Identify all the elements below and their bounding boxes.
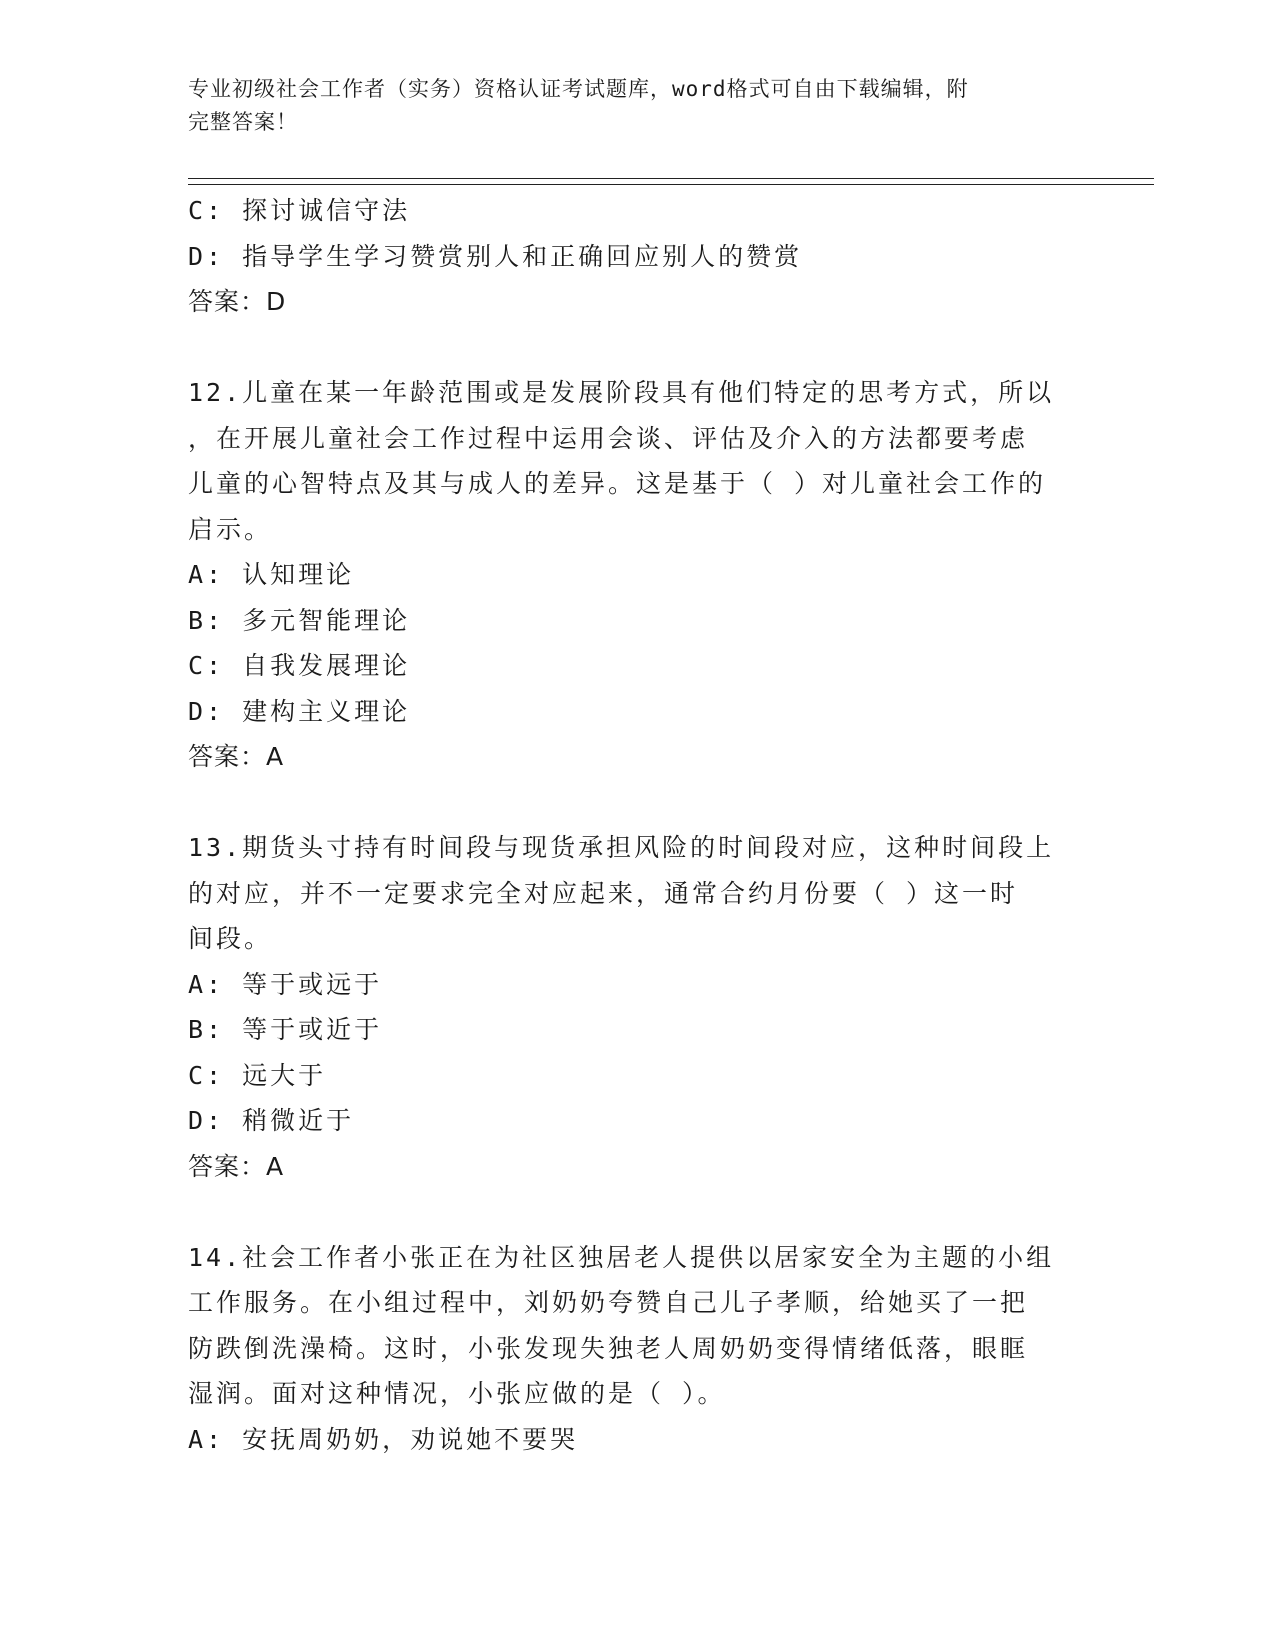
header-line-1: 专业初级社会工作者（实务）资格认证考试题库，word格式可自由下载编辑，附 (188, 77, 969, 101)
option-c: C: 远大于 (188, 1060, 327, 1090)
question-text-line: 儿童的心智特点及其与成人的差异。这是基于（ ）对儿童社会工作的 (188, 469, 1047, 498)
question-text-line: 14.社会工作者小张正在为社区独居老人提供以居家安全为主题的小组 (188, 1242, 1055, 1272)
question-text-line: 的对应，并不一定要求完全对应起来，通常合约月份要（ ）这一时 (188, 878, 1019, 908)
option-d: D: 指导学生学习赞赏别人和正确回应别人的赞赏 (188, 241, 803, 271)
question-12 (188, 370, 1068, 780)
option-c: C: 自我发展理论 (188, 651, 411, 680)
option-c: C: 探讨诚信守法 (188, 196, 411, 225)
question-text-line: 间段。 (188, 924, 273, 953)
question-text-line: 防跌倒洗澡椅。这时，小张发现失独老人周奶奶变得情绪低落，眼眶 (188, 1333, 1029, 1363)
question-text-line: 13.期货头寸持有时间段与现货承担风险的时间段对应，这种时间段上 (188, 833, 1055, 862)
document-header (188, 73, 1088, 139)
header-line-2: 完整答案！ (188, 110, 298, 134)
header-divider-bottom (188, 184, 1154, 185)
option-b: B: 多元智能理论 (188, 605, 411, 635)
question-text-line: 启示。 (188, 514, 273, 544)
answer-line: 答案：D (188, 287, 287, 316)
option-b: B: 等于或近于 (188, 1015, 383, 1044)
answer-line: 答案：A (188, 742, 285, 771)
header-divider-top (188, 178, 1154, 179)
question-11-tail (188, 188, 1068, 325)
spacer (188, 1189, 1068, 1235)
question-text-line: 工作服务。在小组过程中，刘奶奶夸赞自己儿子孝顺，给她买了一把 (188, 1288, 1029, 1317)
option-d: D: 建构主义理论 (188, 696, 411, 726)
option-a: A: 安抚周奶奶，劝说她不要哭 (188, 1424, 579, 1454)
option-d: D: 稍微近于 (188, 1106, 355, 1135)
option-a: A: 等于或远于 (188, 969, 383, 999)
answer-line: 答案：A (188, 1151, 285, 1181)
question-text-line: ，在开展儿童社会工作过程中运用会谈、评估及介入的方法都要考虑 (188, 423, 1029, 453)
spacer (188, 780, 1068, 826)
option-a: A: 认知理论 (188, 560, 355, 589)
question-text-line: 12.儿童在某一年龄范围或是发展阶段具有他们特定的思考方式，所以 (188, 378, 1055, 407)
question-text-line: 湿润。面对这种情况，小张应做的是（ ）。 (188, 1379, 726, 1408)
question-14 (188, 1235, 1068, 1463)
question-list (188, 188, 1068, 1462)
spacer (188, 325, 1068, 371)
question-13 (188, 825, 1068, 1189)
